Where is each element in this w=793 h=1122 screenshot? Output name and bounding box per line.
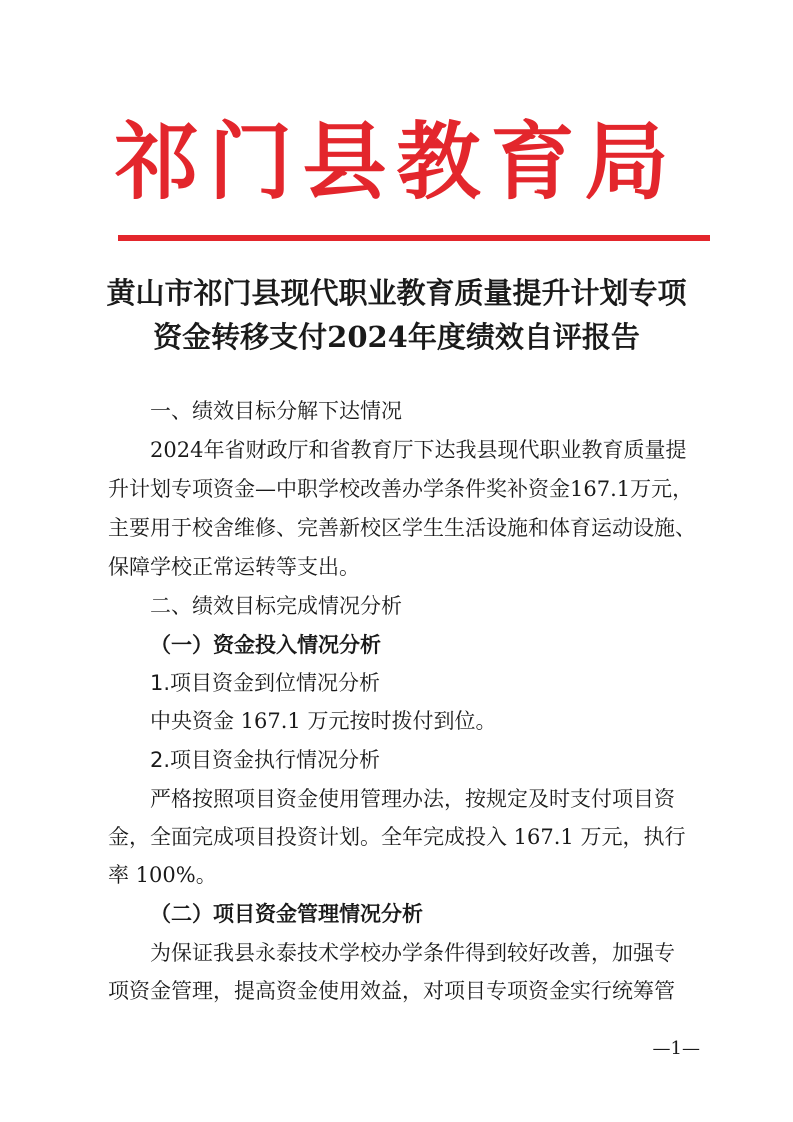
- section-1-paragraph-line-2: 升计划专项资金—中职学校改善办学条件奖补资金167.1万元，: [108, 477, 694, 501]
- document-title-line-1: 黄山市祁门县现代职业教育质量提升计划专项: [106, 276, 687, 310]
- subsection-2-paragraph-line-1: 为保证我县永泰技术学校办学条件得到较好改善，加强专: [150, 941, 675, 965]
- section-1-paragraph-line-3: 主要用于校舍维修、完善新校区学生生活设施和体育运动设施、: [108, 516, 696, 540]
- item-2-heading: 2.项目资金执行情况分析: [150, 748, 381, 772]
- section-1-paragraph-line-4: 保障学校正常运转等支出。: [108, 555, 360, 579]
- item-2-paragraph-line-2: 金，全面完成项目投资计划。全年完成投入 167.1 万元，执行: [108, 825, 686, 849]
- section-1-heading: 一、绩效目标分解下达情况: [150, 399, 402, 423]
- item-1-text: 中央资金 167.1 万元按时拨付到位。: [150, 709, 497, 733]
- subsection-1-heading: （一）资金投入情况分析: [150, 633, 381, 657]
- page-number: —1—: [652, 1038, 700, 1059]
- item-2-paragraph-line-1: 严格按照项目资金使用管理办法，按规定及时支付项目资: [150, 787, 675, 811]
- item-2-paragraph-line-3: 率 100%。: [108, 863, 217, 887]
- section-2-heading: 二、绩效目标完成情况分析: [150, 594, 402, 618]
- subsection-2-paragraph-line-2: 项资金管理，提高资金使用效益，对项目专项资金实行统筹管: [108, 979, 675, 1003]
- subsection-2-heading: （二）项目资金管理情况分析: [150, 902, 423, 926]
- item-1-heading: 1.项目资金到位情况分析: [150, 671, 381, 695]
- document-title-line-2: 资金转移支付2024年度绩效自评报告: [153, 320, 640, 354]
- section-1-paragraph-line-1: 2024年省财政厅和省教育厅下达我县现代职业教育质量提: [150, 438, 687, 462]
- letterhead-issuer: 祁门县教育局: [114, 112, 679, 211]
- letterhead-red-rule: [118, 235, 710, 241]
